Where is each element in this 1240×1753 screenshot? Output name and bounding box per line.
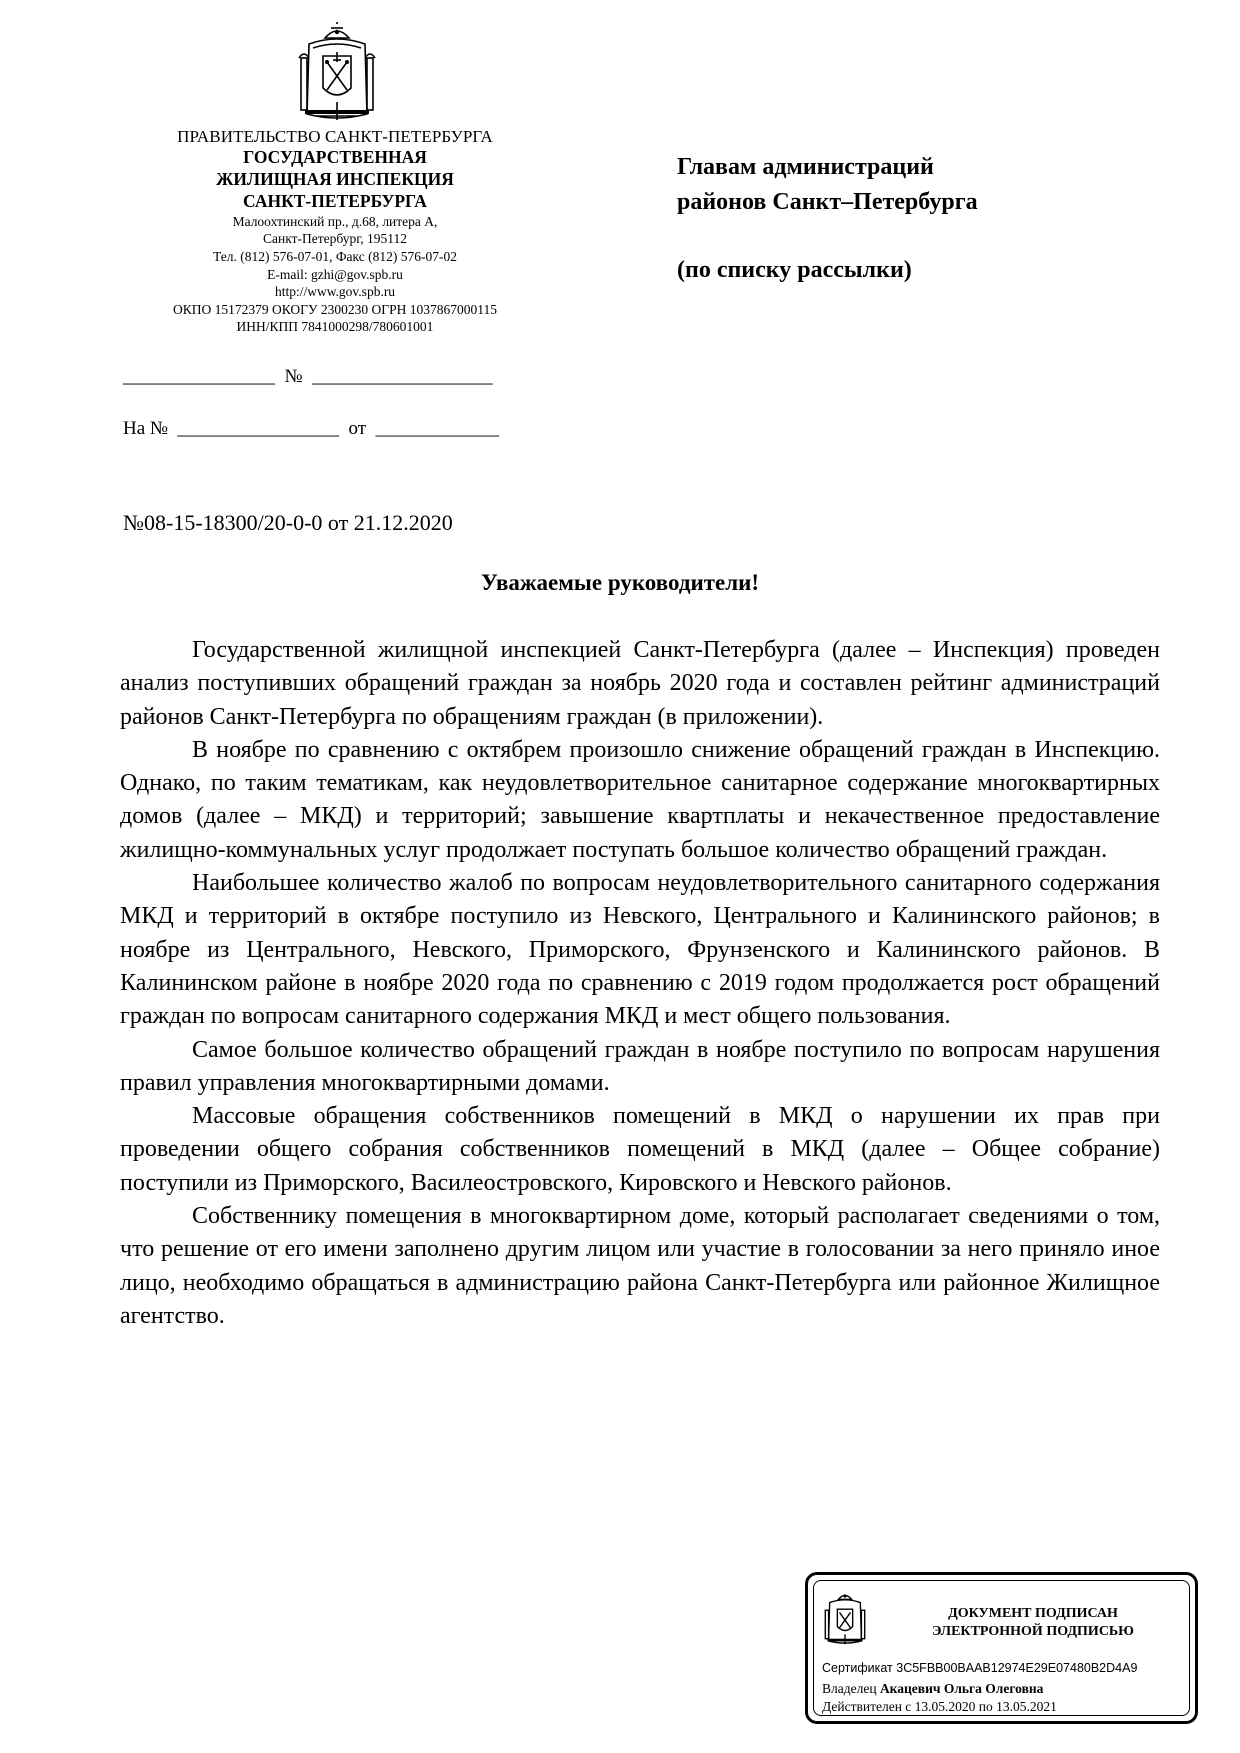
letter-body <box>120 634 1160 1333</box>
address-line-1: Малоохтинский пр., д.68, литера А, <box>232 213 438 229</box>
certificate-owner <box>822 1681 1043 1697</box>
signature-title-line-2: ЭЛЕКТРОННОЙ ПОДПИСЬЮ <box>932 1624 1134 1640</box>
paragraph: Наибольшее количество жалоб по вопросам неудовлетворительного санитарного содержания МКД и территорий в октябре поступило из Невского, Центрального и Калининского районов; в ноябре из Центрального, Невского, Приморского, Фрунзенского и Калининского районов. В Калининском районе в ноябре 2020 года по сравнению с 2019 годом продолжается рост обращений граждан по вопросам санитарного содержания МКД и мест общего пользования. <box>120 870 1160 1030</box>
document-number: №08-15-18300/20-0-0 от 21.12.2020 <box>123 510 453 535</box>
paragraph: Государственной жилищной инспекцией Санкт-Петербурга (далее – Инспекция) проведен анализ поступивших обращений граждан за ноябрь 2020 года и составлен рейтинг администраций районов Санкт-Петербурга по обращениям граждан (в приложении). <box>120 637 1160 730</box>
org-name-line-2: ЖИЛИЩНАЯ ИНСПЕКЦИЯ <box>216 169 454 190</box>
government-name: ПРАВИТЕЛЬСТВО САНКТ-ПЕТЕРБУРГА <box>177 127 493 146</box>
website: http://www.gov.spb.ru <box>274 284 396 300</box>
spb-coat-of-arms-icon <box>295 22 379 126</box>
certificate-number: Сертификат 3C5FBB00BAAB12974E29E07480B2D4A9 <box>822 1661 1138 1675</box>
email: E-mail: gzhi@gov.spb.ru <box>267 266 403 282</box>
spb-coat-of-arms-icon <box>822 1589 868 1649</box>
paragraph: В ноябре по сравнению с октябрем произошло снижение обращений граждан в Инспекцию. Однако, по таким тематикам, как неудовлетворительное санитарное содержание многоквартирных домов (далее – МКД) и территорий; завышение квартплаты и некачественное предоставление жилищно-коммунальных услуг продолжает поступать большое количество обращений граждан. <box>120 736 1160 863</box>
org-name-line-3: САНКТ-ПЕТЕРБУРГА <box>243 191 427 211</box>
addressee-line-3: (по списку рассылки) <box>677 256 912 283</box>
salutation: Уважаемые руководители! <box>480 570 760 595</box>
organization-header <box>110 126 560 336</box>
signature-title <box>883 1605 1183 1641</box>
certificate-validity: Действителен с 13.05.2020 по 13.05.2021 <box>822 1699 1057 1714</box>
address-line-2: Санкт-Петербург, 195112 <box>263 231 407 247</box>
electronic-signature-stamp <box>805 1572 1198 1724</box>
paragraph: Самое большое количество обращений граждан в ноябре поступило по вопросам нарушения правил управления многоквартирными домами. <box>120 1036 1160 1096</box>
incoming-registration-line: На № _________________ от _____________ <box>123 418 500 439</box>
addressee-line-2: районов Санкт–Петербурга <box>677 188 978 215</box>
addressee-block <box>677 150 978 287</box>
paragraph: Массовые обращения собственников помещений в МКД о нарушении их прав при проведении общего собрания собственников помещений в МКД (далее – Общее собрание) поступили из Приморского, Василеостровского, Кировского и Невского районов. <box>120 1103 1160 1196</box>
org-name-line-1: ГОСУДАРСТВЕННАЯ <box>243 147 427 168</box>
owner-label: Владелец <box>822 1681 877 1696</box>
owner-name: Акацевич Ольга Олеговна <box>879 1681 1044 1696</box>
outgoing-registration-line: ________________ № ___________________ <box>123 366 493 387</box>
signature-title-line-1: ДОКУМЕНТ ПОДПИСАН <box>948 1606 1118 1621</box>
phone-fax: Тел. (812) 576-07-01, Факс (812) 576-07-02 <box>213 248 457 264</box>
org-codes: ОКПО 15172379 ОКОГУ 2300230 ОГРН 1037867000115 <box>173 301 497 317</box>
inn-kpp: ИНН/КПП 7841000298/780601001 <box>236 319 434 335</box>
paragraph: Собственнику помещения в многоквартирном доме, который располагает сведениями о том, что решение от его имени заполнено другим лицом или участие в голосовании за него приняло иное лицо, необходимо обращаться в администрацию района Санкт-Петербурга или районное Жилищное агентство. <box>120 1203 1160 1329</box>
addressee-line-1: Главам администраций <box>677 154 934 180</box>
